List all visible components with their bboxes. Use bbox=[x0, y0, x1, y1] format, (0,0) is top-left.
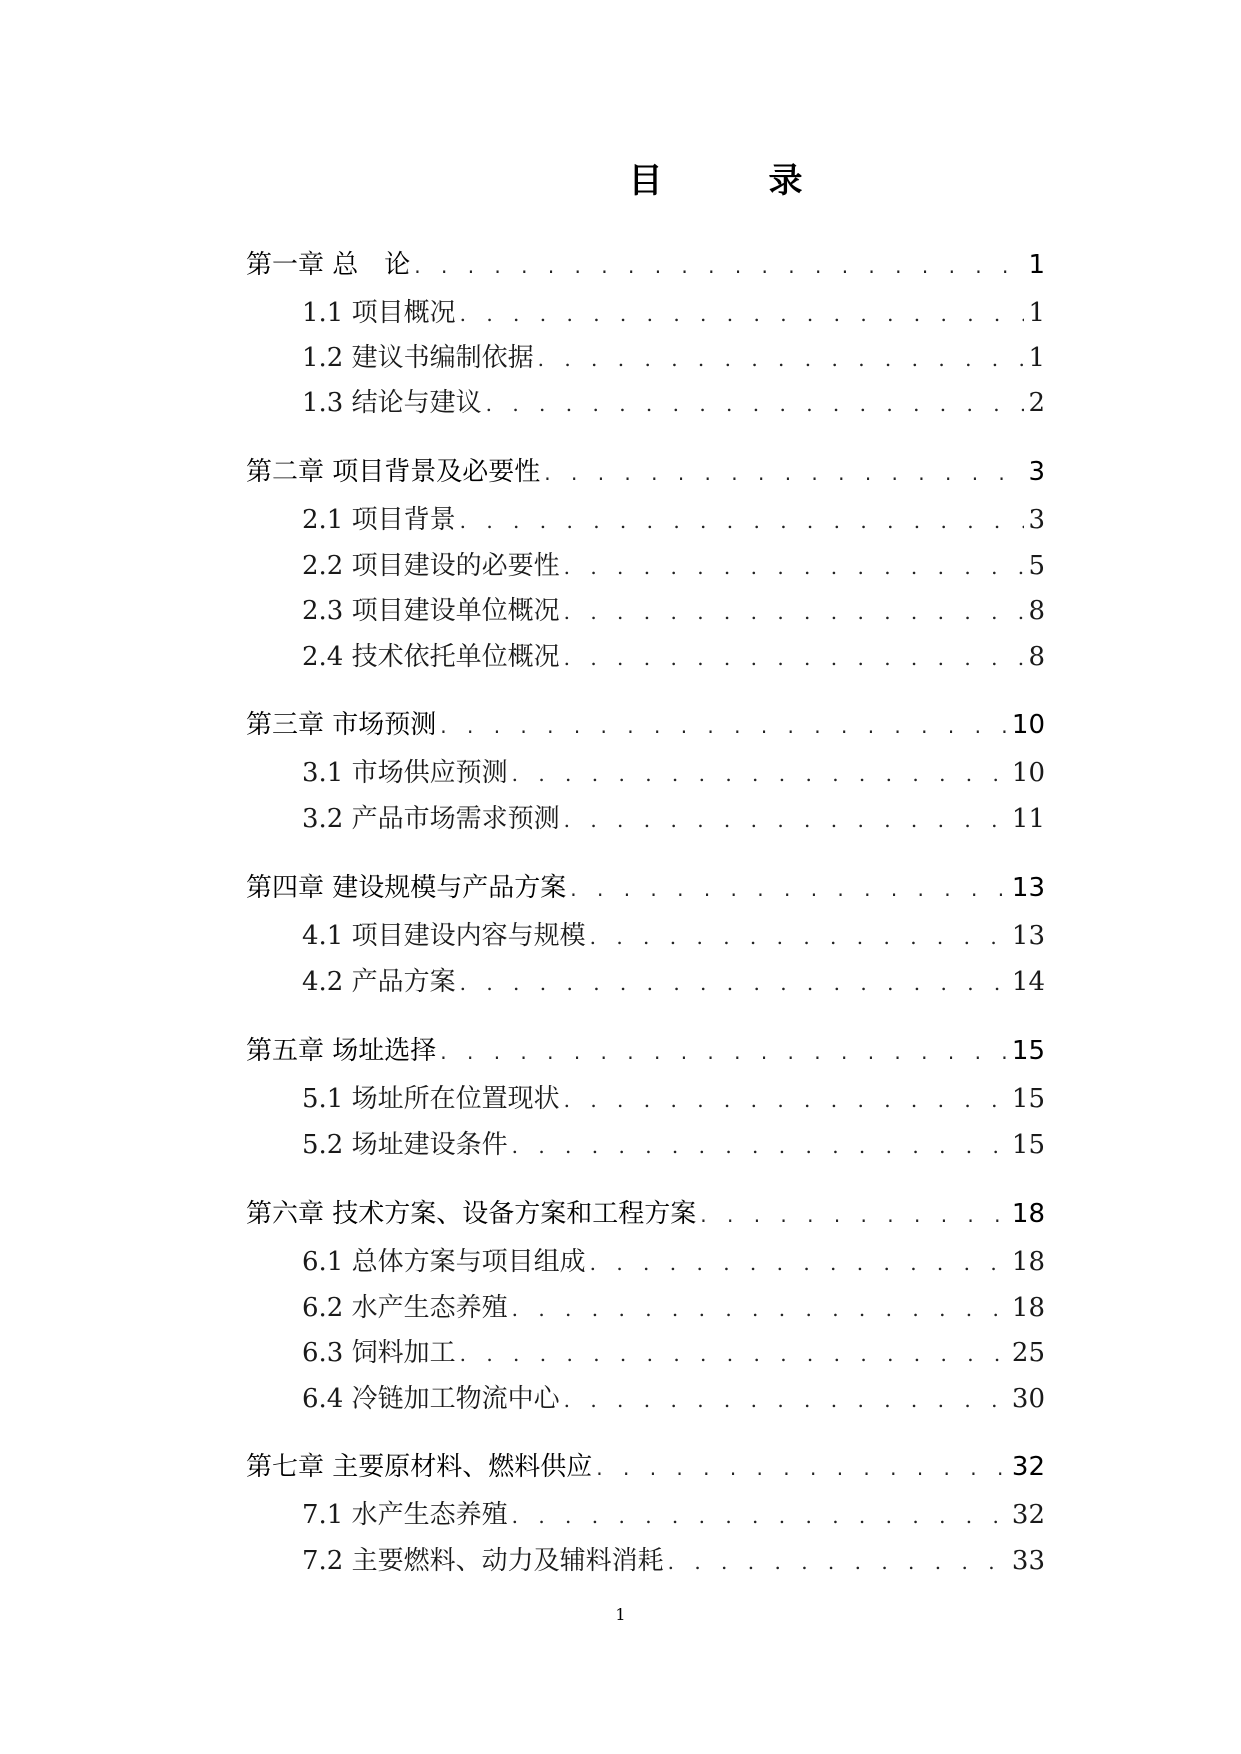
toc-entry-text: 第三章 市场预测 bbox=[246, 710, 437, 740]
toc-entry-page: 18 bbox=[1011, 1293, 1045, 1323]
toc-entry-page: 10 bbox=[1011, 758, 1045, 788]
toc-entry-page: 18 bbox=[1011, 1199, 1045, 1229]
toc-entry-section-4-2[interactable] bbox=[302, 961, 1045, 998]
dot-leader bbox=[460, 1342, 1008, 1366]
toc-entry-text: 第二章 项目背景及必要性 bbox=[246, 457, 541, 487]
toc-entry-chapter-5[interactable] bbox=[246, 1030, 1045, 1067]
toc-entry-section-1-3[interactable] bbox=[302, 382, 1045, 419]
dot-leader bbox=[460, 509, 1025, 533]
dot-leader bbox=[668, 1550, 1008, 1574]
toc-entry-page: 30 bbox=[1011, 1384, 1045, 1414]
dot-leader bbox=[564, 808, 1008, 832]
toc-entry-text: 2.3 项目建设单位概况 bbox=[302, 596, 560, 626]
toc-entry-section-5-2[interactable] bbox=[302, 1124, 1045, 1161]
toc-entry-page: 1 bbox=[1028, 343, 1045, 373]
toc-entry-page: 8 bbox=[1028, 642, 1045, 672]
toc-entry-page: 33 bbox=[1011, 1546, 1045, 1576]
dot-leader bbox=[512, 762, 1008, 786]
toc-entry-text: 3.1 市场供应预测 bbox=[302, 758, 508, 788]
toc-entry-section-2-2[interactable] bbox=[302, 545, 1045, 582]
toc-entry-page: 3 bbox=[1028, 457, 1045, 487]
toc-entry-text: 1.1 项目概况 bbox=[302, 298, 456, 328]
dot-leader bbox=[414, 254, 1024, 278]
dot-leader bbox=[460, 971, 1008, 995]
toc-entry-section-5-1[interactable] bbox=[302, 1078, 1045, 1115]
toc-entry-page: 3 bbox=[1028, 505, 1045, 535]
toc-entry-text: 第五章 场址选择 bbox=[246, 1036, 437, 1066]
dot-leader bbox=[512, 1134, 1008, 1158]
toc-entry-text: 2.4 技术依托单位概况 bbox=[302, 642, 560, 672]
dot-leader bbox=[538, 347, 1025, 371]
dot-leader bbox=[590, 1251, 1008, 1275]
toc-entry-text: 5.2 场址建设条件 bbox=[302, 1130, 508, 1160]
toc-entry-text: 2.2 项目建设的必要性 bbox=[302, 551, 560, 581]
toc-entry-section-6-2[interactable] bbox=[302, 1287, 1045, 1324]
toc-entry-section-6-3[interactable] bbox=[302, 1332, 1045, 1369]
toc-entry-page: 1 bbox=[1028, 250, 1045, 280]
toc-entry-page: 5 bbox=[1028, 551, 1045, 581]
toc-entry-section-4-1[interactable] bbox=[302, 915, 1045, 952]
toc-entry-text: 1.2 建议书编制依据 bbox=[302, 343, 534, 373]
toc-entry-section-2-1[interactable] bbox=[302, 499, 1045, 536]
toc-entry-text: 4.1 项目建设内容与规模 bbox=[302, 921, 586, 951]
toc-entry-text: 第七章 主要原材料、燃料供应 bbox=[246, 1452, 593, 1482]
toc-entry-page: 13 bbox=[1011, 921, 1045, 951]
toc-entry-chapter-1[interactable] bbox=[246, 244, 1045, 281]
dot-leader bbox=[544, 461, 1024, 485]
toc-entry-text: 6.4 冷链加工物流中心 bbox=[302, 1384, 560, 1414]
dot-leader bbox=[564, 1388, 1008, 1412]
dot-leader bbox=[596, 1456, 1008, 1480]
dot-leader bbox=[440, 1040, 1008, 1064]
dot-leader bbox=[512, 1504, 1008, 1528]
toc-entry-section-3-1[interactable] bbox=[302, 752, 1045, 789]
toc-entry-page: 11 bbox=[1011, 804, 1045, 834]
toc-entry-chapter-7[interactable] bbox=[246, 1446, 1045, 1483]
toc-entry-text: 1.3 结论与建议 bbox=[302, 388, 482, 418]
toc-entry-page: 25 bbox=[1011, 1338, 1045, 1368]
toc-entry-text: 6.3 饲料加工 bbox=[302, 1338, 456, 1368]
toc-entry-section-7-1[interactable] bbox=[302, 1494, 1045, 1531]
toc-entry-text: 4.2 产品方案 bbox=[302, 967, 456, 997]
toc-entry-page: 2 bbox=[1028, 388, 1045, 418]
dot-leader bbox=[700, 1203, 1008, 1227]
toc-entry-text: 6.1 总体方案与项目组成 bbox=[302, 1247, 586, 1277]
toc-entry-section-2-4[interactable] bbox=[302, 636, 1045, 673]
toc-entry-text: 第一章 总 论 bbox=[246, 250, 411, 280]
toc-entry-page: 18 bbox=[1011, 1247, 1045, 1277]
toc-entry-page: 15 bbox=[1011, 1084, 1045, 1114]
toc-entry-section-1-1[interactable] bbox=[302, 292, 1045, 329]
toc-entry-section-7-2[interactable] bbox=[302, 1540, 1045, 1577]
toc-entry-section-3-2[interactable] bbox=[302, 798, 1045, 835]
toc-entry-page: 15 bbox=[1011, 1130, 1045, 1160]
dot-leader bbox=[512, 1297, 1008, 1321]
toc-entry-text: 第六章 技术方案、设备方案和工程方案 bbox=[246, 1199, 697, 1229]
toc-entry-text: 5.1 场址所在位置现状 bbox=[302, 1084, 560, 1114]
dot-leader bbox=[460, 302, 1025, 326]
toc-entry-text: 3.2 产品市场需求预测 bbox=[302, 804, 560, 834]
toc-entry-text: 7.2 主要燃料、动力及辅料消耗 bbox=[302, 1546, 664, 1576]
toc-entry-page: 8 bbox=[1028, 596, 1045, 626]
page-number-footer: 1 bbox=[615, 1605, 626, 1624]
dot-leader bbox=[564, 646, 1025, 670]
dot-leader bbox=[564, 600, 1025, 624]
dot-leader bbox=[440, 714, 1008, 738]
toc-entry-text: 第四章 建设规模与产品方案 bbox=[246, 873, 567, 903]
dot-leader bbox=[564, 1088, 1008, 1112]
toc-entry-text: 6.2 水产生态养殖 bbox=[302, 1293, 508, 1323]
toc-entry-text: 7.1 水产生态养殖 bbox=[302, 1500, 508, 1530]
toc-entry-page: 32 bbox=[1011, 1500, 1045, 1530]
toc-entry-section-2-3[interactable] bbox=[302, 590, 1045, 627]
toc-entry-section-6-1[interactable] bbox=[302, 1241, 1045, 1278]
toc-entry-chapter-2[interactable] bbox=[246, 451, 1045, 488]
toc-entry-text: 2.1 项目背景 bbox=[302, 505, 456, 535]
dot-leader bbox=[564, 555, 1025, 579]
toc-entry-chapter-6[interactable] bbox=[246, 1193, 1045, 1230]
dot-leader bbox=[486, 392, 1025, 416]
toc-entry-section-1-2[interactable] bbox=[302, 337, 1045, 374]
toc-entry-page: 1 bbox=[1028, 298, 1045, 328]
toc-entry-page: 14 bbox=[1011, 967, 1045, 997]
toc-entry-chapter-3[interactable] bbox=[246, 704, 1045, 741]
dot-leader bbox=[590, 925, 1008, 949]
dot-leader bbox=[570, 877, 1008, 901]
toc-entry-page: 13 bbox=[1011, 873, 1045, 903]
toc-entry-page: 15 bbox=[1011, 1036, 1045, 1066]
toc-entry-section-6-4[interactable] bbox=[302, 1378, 1045, 1415]
toc-title: 目 录 bbox=[628, 161, 839, 201]
toc-entry-page: 32 bbox=[1011, 1452, 1045, 1482]
toc-entry-page: 10 bbox=[1011, 710, 1045, 740]
toc-entry-chapter-4[interactable] bbox=[246, 867, 1045, 904]
